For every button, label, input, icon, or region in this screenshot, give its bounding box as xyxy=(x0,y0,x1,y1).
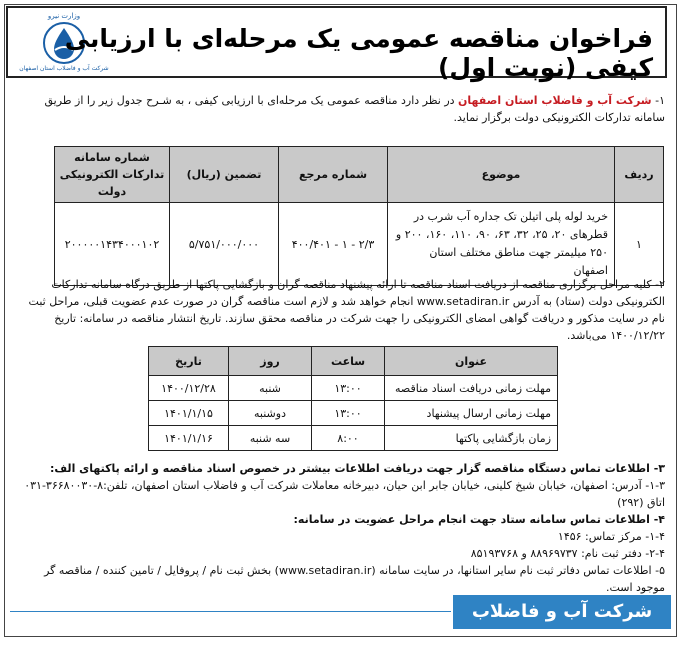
cell-day: شنبه xyxy=(229,376,312,401)
cell-day: دوشنبه xyxy=(229,401,312,426)
section-5-other-provinces: ۵- اطلاعات تماس دفاتر ثبت نام سایر استانها، در سایت سامانه (www.setadiran.ir) بخش ثبت نام / پروفایل / تامین کننده / مناقصه گر موجود است. xyxy=(13,562,665,596)
col-time: ساعت xyxy=(312,347,385,376)
section-4-heading: ۴- اطلاعات تماس سامانه ستاد جهت انجام مراحل عضویت در سامانه: xyxy=(13,511,665,528)
col-setad: شماره سامانه تدارکات الکترونیکی دولت xyxy=(55,147,170,203)
notice-header xyxy=(6,6,667,78)
page-title: فراخوان مناقصه عمومی یک مرحله‌ای با ارزیابی کیفی (نوبت اول) xyxy=(8,24,653,82)
section-4-2-registration-office: ۲-۴- دفتر ثبت نام: ۸۸۹۶۹۷۳۷ و ۸۵۱۹۳۷۶۸ xyxy=(13,545,665,562)
cell-time: ۱۳:۰۰ xyxy=(312,376,385,401)
cell-date: ۱۴۰۱/۱/۱۶ xyxy=(149,426,229,451)
cell-setad: ۲۰۰۰۰۰۱۴۳۴۰۰۰۱۰۲ xyxy=(55,203,170,286)
cell-title: زمان بازگشایی پاکتها xyxy=(385,426,558,451)
col-ref: شماره مرجع xyxy=(279,147,388,203)
section-1-lead: ۱- xyxy=(652,94,665,107)
company-name: شرکت آب و فاضلاب استان اصفهان xyxy=(458,94,652,107)
col-subject: موضوع xyxy=(388,147,615,203)
cell-index: ۱ xyxy=(615,203,664,286)
logo-ministry-text: وزارت نیرو xyxy=(14,12,114,20)
section-1 xyxy=(15,92,665,126)
contact-section xyxy=(13,460,665,596)
cell-guarantee: ۵/۷۵۱/۰۰۰/۰۰۰ xyxy=(170,203,279,286)
cell-day: سه شنبه xyxy=(229,426,312,451)
cell-title: مهلت زمانی ارسال پیشنهاد xyxy=(385,401,558,426)
section-3-heading: ۳- اطلاعات تماس دستگاه مناقصه گزار جهت دریافت اطلاعات بیشتر در خصوص اسناد مناقصه و ارائه پاکتهای الف: xyxy=(13,460,665,477)
col-index: ردیف xyxy=(615,147,664,203)
footer-divider xyxy=(10,611,451,612)
col-day: روز xyxy=(229,347,312,376)
schedule-table-header xyxy=(149,347,558,376)
footer-company-banner: شرکت آب و فاضلاب xyxy=(453,595,671,629)
cell-time: ۸:۰۰ xyxy=(312,426,385,451)
col-title: عنوان xyxy=(385,347,558,376)
section-3-1-address: ۱-۳- آدرس: اصفهان، خیابان شیخ کلینی، خیابان جابر ابن حیان، دبیرخانه معاملات شرکت آب و فاضلاب استان اصفهان، تلفن:۸-۳۶۶۸۰۰۳۰-۰۳۱ اتاق (۲۹۲) xyxy=(13,477,665,511)
table-row xyxy=(149,401,558,426)
table-row xyxy=(149,426,558,451)
cell-date: ۱۴۰۰/۱۲/۲۸ xyxy=(149,376,229,401)
section-2: ۲- کلیه مراحل برگزاری مناقصه از دریافت اسناد مناقصه تا ارائه پیشنهاد مناقصه گران و بازگشایی پاکتها از طریق درگاه سامانه تدارکات الکترونیکی دولت (ستاد) به آدرس www.setadiran.ir انجام خواهد شد و لازم است مناقصه گران در صورت عدم عضویت قبلی، مراحل ثبت نام در سایت مذکور و دریافت گواهی امضای الکترونیکی را جهت شرکت در مناقصه محقق سازند. تاریخ انتشار مناقصه در سامانه: تاریخ ۱۴۰۰/۱۲/۲۲ می‌باشد. xyxy=(13,276,665,344)
logo-company-text: شرکت آب و فاضلاب استان اصفهان xyxy=(14,65,114,72)
section-4-1-call-center: ۱-۴- مرکز تماس: ۱۴۵۶ xyxy=(13,528,665,545)
col-guarantee: تضمین (ریال) xyxy=(170,147,279,203)
table-row xyxy=(149,376,558,401)
cell-ref: ۲/۳ - ۱ - ۴۰۰/۴۰۱ xyxy=(279,203,388,286)
cell-time: ۱۳:۰۰ xyxy=(312,401,385,426)
table-row xyxy=(55,203,664,286)
schedule-table xyxy=(148,346,558,451)
tender-table-header xyxy=(55,147,664,203)
section-1-text: در نظر دارد مناقصه عمومی یک مرحله‌ای با ارزیابی کیفی ، به شـرح جدول زیر را از طریق سامانه تدارکات الکترونیکی دولت برگزار نماید. xyxy=(45,94,666,124)
col-date: تاریخ xyxy=(149,347,229,376)
cell-subject: خرید لوله پلی اتیلن تک جداره آب شرب در قطرهای ۲۰، ۲۵، ۳۲، ۶۳، ۹۰، ۱۱۰، ۱۶۰، ۲۰۰ و ۲۵۰ میلیمتر جهت مناطق مختلف استان اصفهان xyxy=(388,203,615,286)
tender-table xyxy=(54,146,664,286)
cell-date: ۱۴۰۱/۱/۱۵ xyxy=(149,401,229,426)
cell-title: مهلت زمانی دریافت اسناد مناقصه xyxy=(385,376,558,401)
